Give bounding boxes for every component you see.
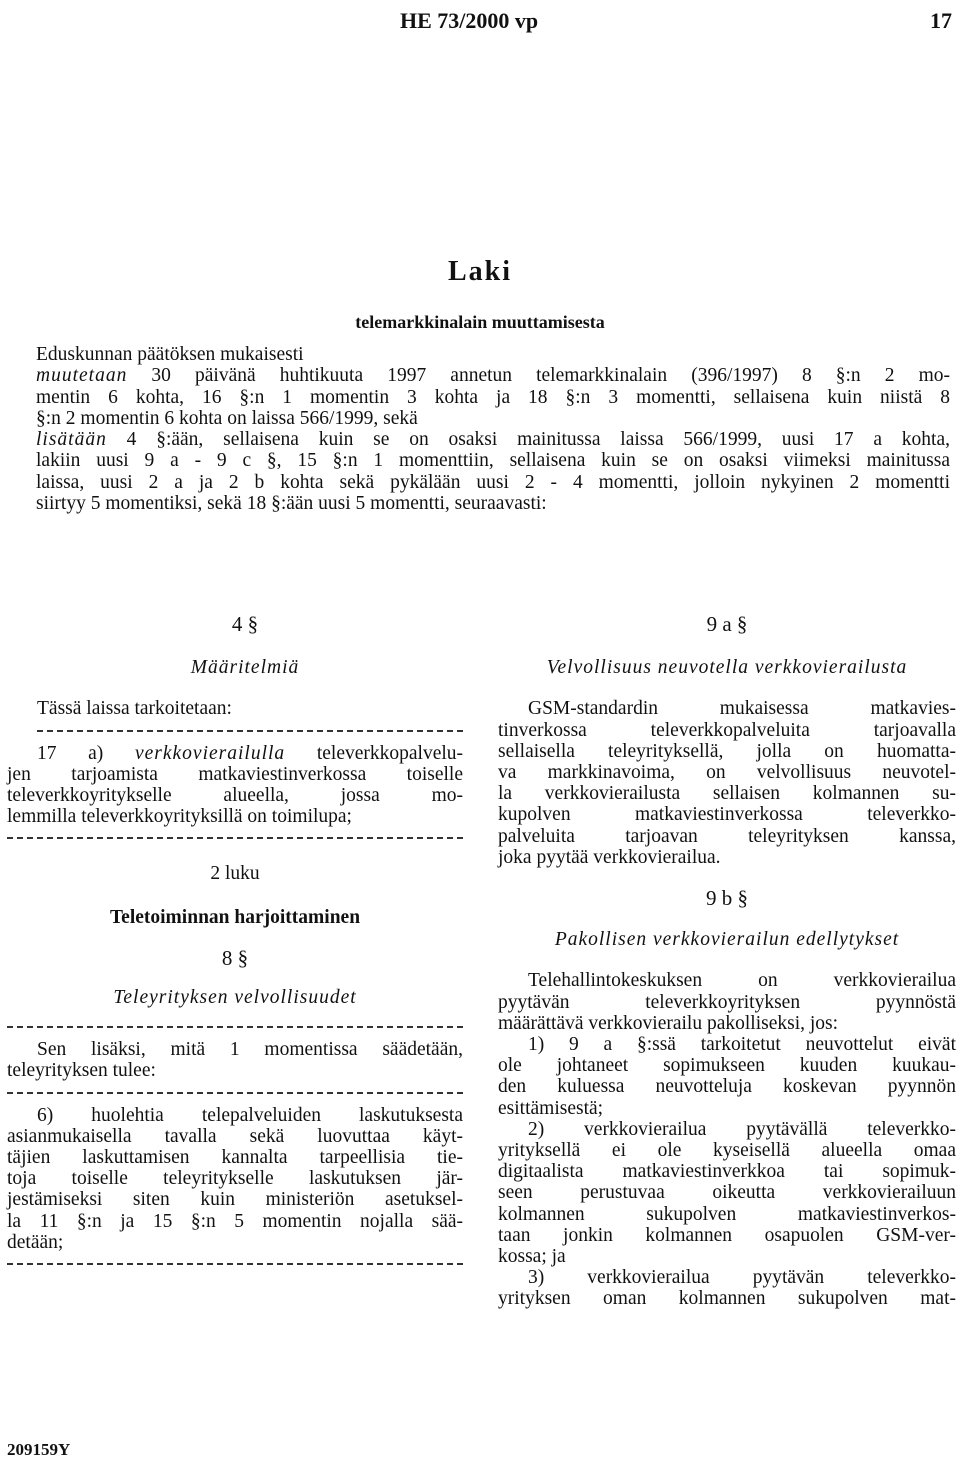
preamble-line: siirtyy 5 momentiksi, sekä 18 §:ään uusi 5 momentti, seuraavasti: <box>36 493 547 515</box>
section-9b-line: määrättävä verkkovierailu pakolliseksi, jos: <box>498 1012 839 1034</box>
section-9a-line: sellaisella teleyrityksellä, jolla on huomatta- <box>498 740 956 762</box>
preamble-line: laissa, uusi 2 a ja 2 b kohta sekä pykälään uusi 2 - 4 momentti, jolloin nykyinen 2 momentti <box>36 471 950 493</box>
section-9b-line: kossa; ja <box>498 1246 566 1268</box>
item-6-line: jestämiseksi siten kuin ministeriön asetuksel- <box>7 1189 463 1211</box>
section-9b-line: kolmannen sukupolven matkaviestinverkos- <box>498 1203 956 1225</box>
item-6-line: toja toiselle teleyritykselle laskutuksen jär- <box>7 1168 463 1190</box>
section-9b-line: yrityksen oman kolmannen sukupolven mat- <box>498 1288 956 1310</box>
item-17a-text: televerkkopalvelu- <box>316 742 464 764</box>
section-9b-line: pyytävän televerkkoyrityksen pyynnöstä <box>498 991 956 1013</box>
section-9a-number: 9 a § <box>706 612 748 636</box>
preamble-text: 30 päivänä huhtikuuta 1997 annetun telemarkkinalain (396/1997) 8 §:n 2 mo- <box>151 365 951 387</box>
section-9b-line: taan jonkin kolmannen osapuolen GSM-ver- <box>498 1224 956 1246</box>
section-9a-line: joka pyytää verkkovierailua. <box>498 846 721 868</box>
section-9b-line: seen perustuvaa oikeutta verkkovierailuun <box>498 1182 956 1204</box>
item-17a-line: lemmilla televerkkoyrityksillä on toimilupa; <box>7 806 352 828</box>
item-17a-prefix: 17 a) <box>37 742 104 764</box>
document-id: HE 73/2000 vp <box>400 8 539 33</box>
muutetaan-term: muutetaan <box>36 365 128 387</box>
section-9a-line: la verkkovierailusta sellaisen kolmannen su- <box>498 783 956 805</box>
preamble-line: §:n 2 momentin 6 kohta on laissa 566/1999, sekä <box>36 407 418 429</box>
preamble-line: mentin 6 kohta, 16 §:n 1 momentin 3 kohta ja 18 §:n 3 momentti, sellaisena kuin niistä 8 <box>36 386 950 408</box>
item-17a-line: jen tarjoamista matkaviestinverkossa toiselle <box>7 763 463 785</box>
preamble-line <box>36 365 950 386</box>
section-9b-line: esittämisestä; <box>498 1097 604 1119</box>
section-9b-line: digitaalista matkaviestinverkkoa tai sopimuk- <box>498 1161 956 1183</box>
item-6-line: 6) huolehtia telepalveluiden laskutuksesta <box>37 1104 463 1126</box>
section-4-number: 4 § <box>231 612 259 636</box>
preamble-line <box>36 429 950 450</box>
preamble-text: 4 §:ään, sellaisena kuin se on osaksi mainitussa laissa 566/1999, uusi 17 a kohta, <box>126 429 951 451</box>
section-8-title: Teleyrityksen velvollisuudet <box>113 987 357 1009</box>
section-9a-line: GSM-standardin mukaisessa matkavies- <box>528 698 956 720</box>
omission-divider <box>37 730 463 732</box>
right-column <box>498 614 956 1310</box>
section-4-intro: Tässä laissa tarkoitetaan: <box>37 698 232 720</box>
section-9a-title: Velvollisuus neuvotella verkkovierailusta <box>546 657 908 679</box>
section-9b-number: 9 b § <box>706 886 748 911</box>
preamble-line: lakiin uusi 9 a - 9 c §, 15 §:n 1 momenttiin, sellaisena kuin se on osaksi viimeksi mainitussa <box>36 450 950 472</box>
law-title: Laki <box>447 256 513 287</box>
chapter-number: 2 luku <box>210 863 260 885</box>
print-code: 209159Y <box>7 1440 71 1459</box>
section-9a-line: tinverkossa televerkkopalveluita tarjoavalla <box>498 719 956 741</box>
item-6-line: detään; <box>7 1231 64 1253</box>
preamble <box>36 344 950 514</box>
omission-divider <box>7 1263 463 1265</box>
item-6-line: asianmukaisella tavalla sekä luovuttaa käyt- <box>7 1125 463 1147</box>
section-8-intro-line: teleyrityksen tulee: <box>7 1060 156 1082</box>
section-9b-line: Telehallintokeskuksen on verkkovierailua <box>528 970 956 992</box>
omission-divider <box>7 837 463 839</box>
section-9b-title: Pakollisen verkkovierailun edellytykset <box>554 929 900 951</box>
section-9a-line: palveluita tarjoavan teleyrityksen kanssa, <box>498 825 956 847</box>
section-9b-line: ole johtaneet sopimukseen kuuden kuukau- <box>498 1055 956 1077</box>
item-6-line: täjien laskuttamisen kannalta tarpeellisia tie- <box>7 1147 463 1169</box>
section-8-intro-line: Sen lisäksi, mitä 1 momentissa säädetään, <box>37 1039 463 1061</box>
preamble-line: Eduskunnan päätöksen mukaisesti <box>36 344 304 365</box>
page-number: 17 <box>930 8 952 33</box>
item-6-line: la 11 §:n ja 15 §:n 5 momentin nojalla sää- <box>7 1210 463 1232</box>
omission-divider <box>7 1026 463 1028</box>
chapter-title: Teletoiminnan harjoittaminen <box>109 906 361 928</box>
section-9a-line: kupolven matkaviestinverkossa televerkko- <box>498 804 956 826</box>
section-9b-line: 1) 9 a §:ssä tarkoitetut neuvottelut eivät <box>528 1034 956 1056</box>
omission-divider <box>7 1092 463 1094</box>
section-9a-line: va markkinavoima, on velvollisuus neuvotel- <box>498 762 956 784</box>
section-9b-line: yrityksellä ei ole kyseisellä alueella omaa <box>498 1140 956 1162</box>
section-9b-line: den kuluessa neuvotteluja koskevan pyynnön <box>498 1076 956 1098</box>
item-17a-term: verkkovierailulla <box>134 742 286 764</box>
section-8-number: 8 § <box>221 945 249 970</box>
lisataan-term: lisätään <box>36 429 107 451</box>
section-9b-line: 3) verkkovierailua pyytävän televerkko- <box>528 1267 956 1289</box>
item-17a-line: televerkkoyritykselle alueella, jossa mo- <box>7 785 463 807</box>
law-subtitle: telemarkkinalain muuttamisesta <box>355 312 605 332</box>
left-column <box>7 614 463 1276</box>
section-9b-line: 2) verkkovierailua pyytävällä televerkko- <box>528 1118 956 1140</box>
section-4-title: Määritelmiä <box>190 657 300 679</box>
item-17a-line <box>7 743 463 764</box>
